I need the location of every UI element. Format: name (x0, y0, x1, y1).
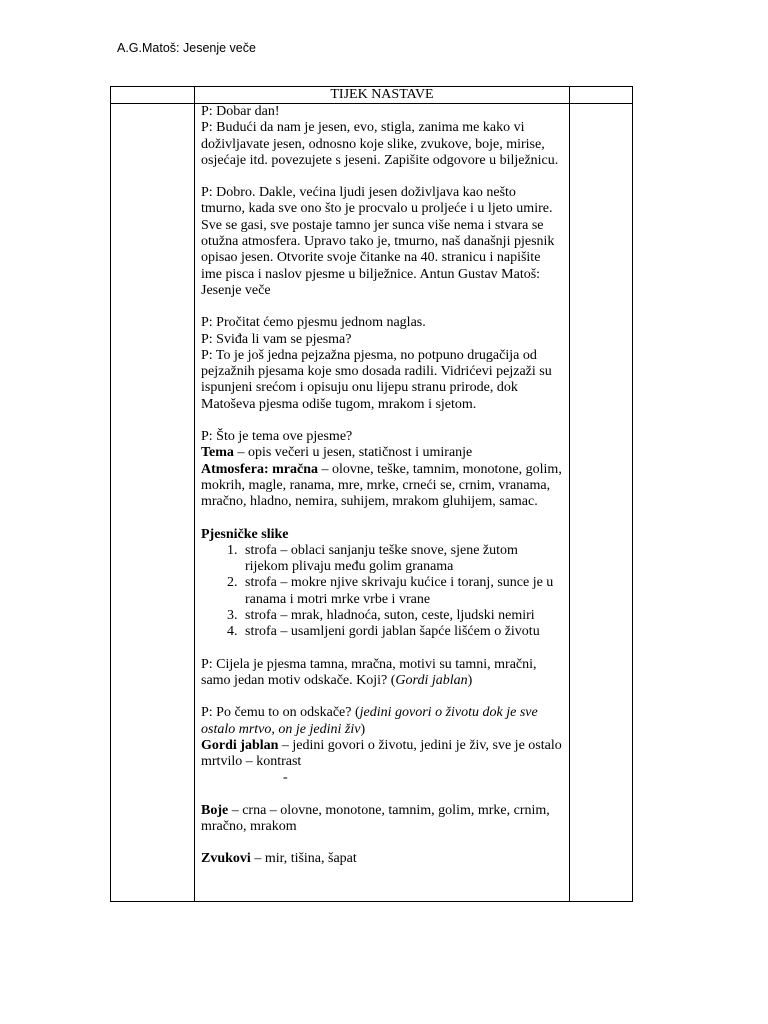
like-line: P: Sviđa li vam se pjesma? (201, 331, 352, 347)
theme-question: P: Što je tema ove pjesme? (201, 429, 353, 445)
sounds-label: Zvukovi (201, 851, 251, 867)
intro-paragraph: P: Budući da nam je jesen, evo, stigla, zanima me kako vi doživljavate jesen, odnosno koje slike, zvukove, boje, mirise, osjećaje itd. povezujete s jeseni. Zapišite odgovore u bilježnicu. (201, 120, 559, 168)
atmosphere-text: – olovne, teške, tamnim, monotone, golim, mokrih, magle, ranama, mre, mrke, crneći se, crnim, vranama, mračno, hladno, nemira, suhijem, mrakom gluhijem, samac. (201, 461, 562, 510)
theme-line (201, 445, 563, 461)
motif-end: ) (467, 672, 473, 688)
atmosphere-line (201, 462, 563, 511)
theme-label: Tema (201, 445, 234, 461)
autumn-paragraph: P: Dobro. Dakle, većina ljudi jesen doživljava kao nešto tmurno, kada sve ono što je procvalo u proljeće i u ljeto umire. Sve se gasi, sve postaje tamno jer sunca više nema i stvara se otužna atmosfera. Upravo tako je, tmurno, naš današnji pjesnik opisao jesen. Otvorite svoje čitanke na 40. stranicu i napišite ime pisca i naslov pjesme u bilježnice. Antun Gustav Matoš: Jesenje veče (201, 185, 555, 298)
lesson-table (110, 86, 633, 902)
table-body-row (111, 104, 633, 902)
sounds-text: – mir, tišina, šapat (250, 851, 357, 867)
table-heading: TIJEK NASTAVE (195, 87, 570, 104)
document-header: A.G.Matoš: Jesenje veče (117, 41, 256, 55)
list-item: 4. strofa – usamljeni gordi jablan šapće lišćem o životu (241, 624, 563, 640)
motif-answer: Gordi jablan (395, 672, 468, 688)
contrast-end: ) (360, 721, 366, 737)
table-header-row (111, 87, 633, 104)
empty-cell (570, 104, 633, 902)
contrast-question (201, 705, 563, 738)
sounds-line (201, 851, 563, 867)
greeting: P: Dobar dan! (201, 104, 280, 119)
contrast-answer: jedini govori o životu dok je sve ostalo mrtvo, on je jedini živ (201, 705, 538, 737)
colors-label: Boje (201, 802, 229, 818)
poplar-line (201, 738, 563, 771)
landscape-paragraph: P: To je još jedna pejzažna pjesma, no potpuno drugačija od pejzažnih pjesama koje smo dosada radili. Vidrićevi pejzaži su ispunjeni srećom i opisuju onu lijepu stranu prirode, dok Matoševa pjesma odiše tugom, mrakom i sjetom. (201, 347, 552, 412)
poplar-label: Gordi jablan (201, 737, 279, 753)
colors-text: – crna – olovne, monotone, tamnim, golim, mrke, crnim, mračno, mrakom (201, 802, 550, 834)
images-list (201, 543, 563, 641)
motif-question (201, 657, 563, 690)
list-item: 1. strofa – oblaci sanjanju teške snove, sjene žutom rijekom plivaju među golim granama (241, 543, 563, 576)
theme-text: – opis večeri u jesen, statičnost i umiranje (233, 445, 473, 461)
list-item: 3. strofa – mrak, hladnoća, suton, ceste, ljudski nemiri (241, 608, 563, 624)
poplar-text: – jedini govori o životu, jedini je živ, sve je ostalo mrtvilo – kontrast (201, 737, 562, 770)
dash-mark: - (283, 770, 288, 786)
contrast-text: P: Po čemu to on odskače? ( (201, 705, 360, 721)
empty-cell (570, 87, 633, 104)
motif-text: P: Cijela je pjesma tamna, mračna, motivi su tamni, mračni, samo jedan motiv odskače. Koji? ( (201, 656, 537, 688)
colors-line (201, 803, 563, 836)
images-heading: Pjesničke slike (201, 526, 289, 542)
list-item: 2. strofa – mokre njive skrivaju kućice i toranj, sunce je u ranama i motri mrke vrbe i vrane (241, 575, 563, 608)
lesson-content (195, 104, 570, 902)
empty-cell (111, 104, 195, 902)
empty-cell (111, 87, 195, 104)
atmosphere-label: Atmosfera: mračna (201, 461, 319, 477)
read-line: P: Pročitat ćemo pjesmu jednom naglas. (201, 315, 426, 331)
